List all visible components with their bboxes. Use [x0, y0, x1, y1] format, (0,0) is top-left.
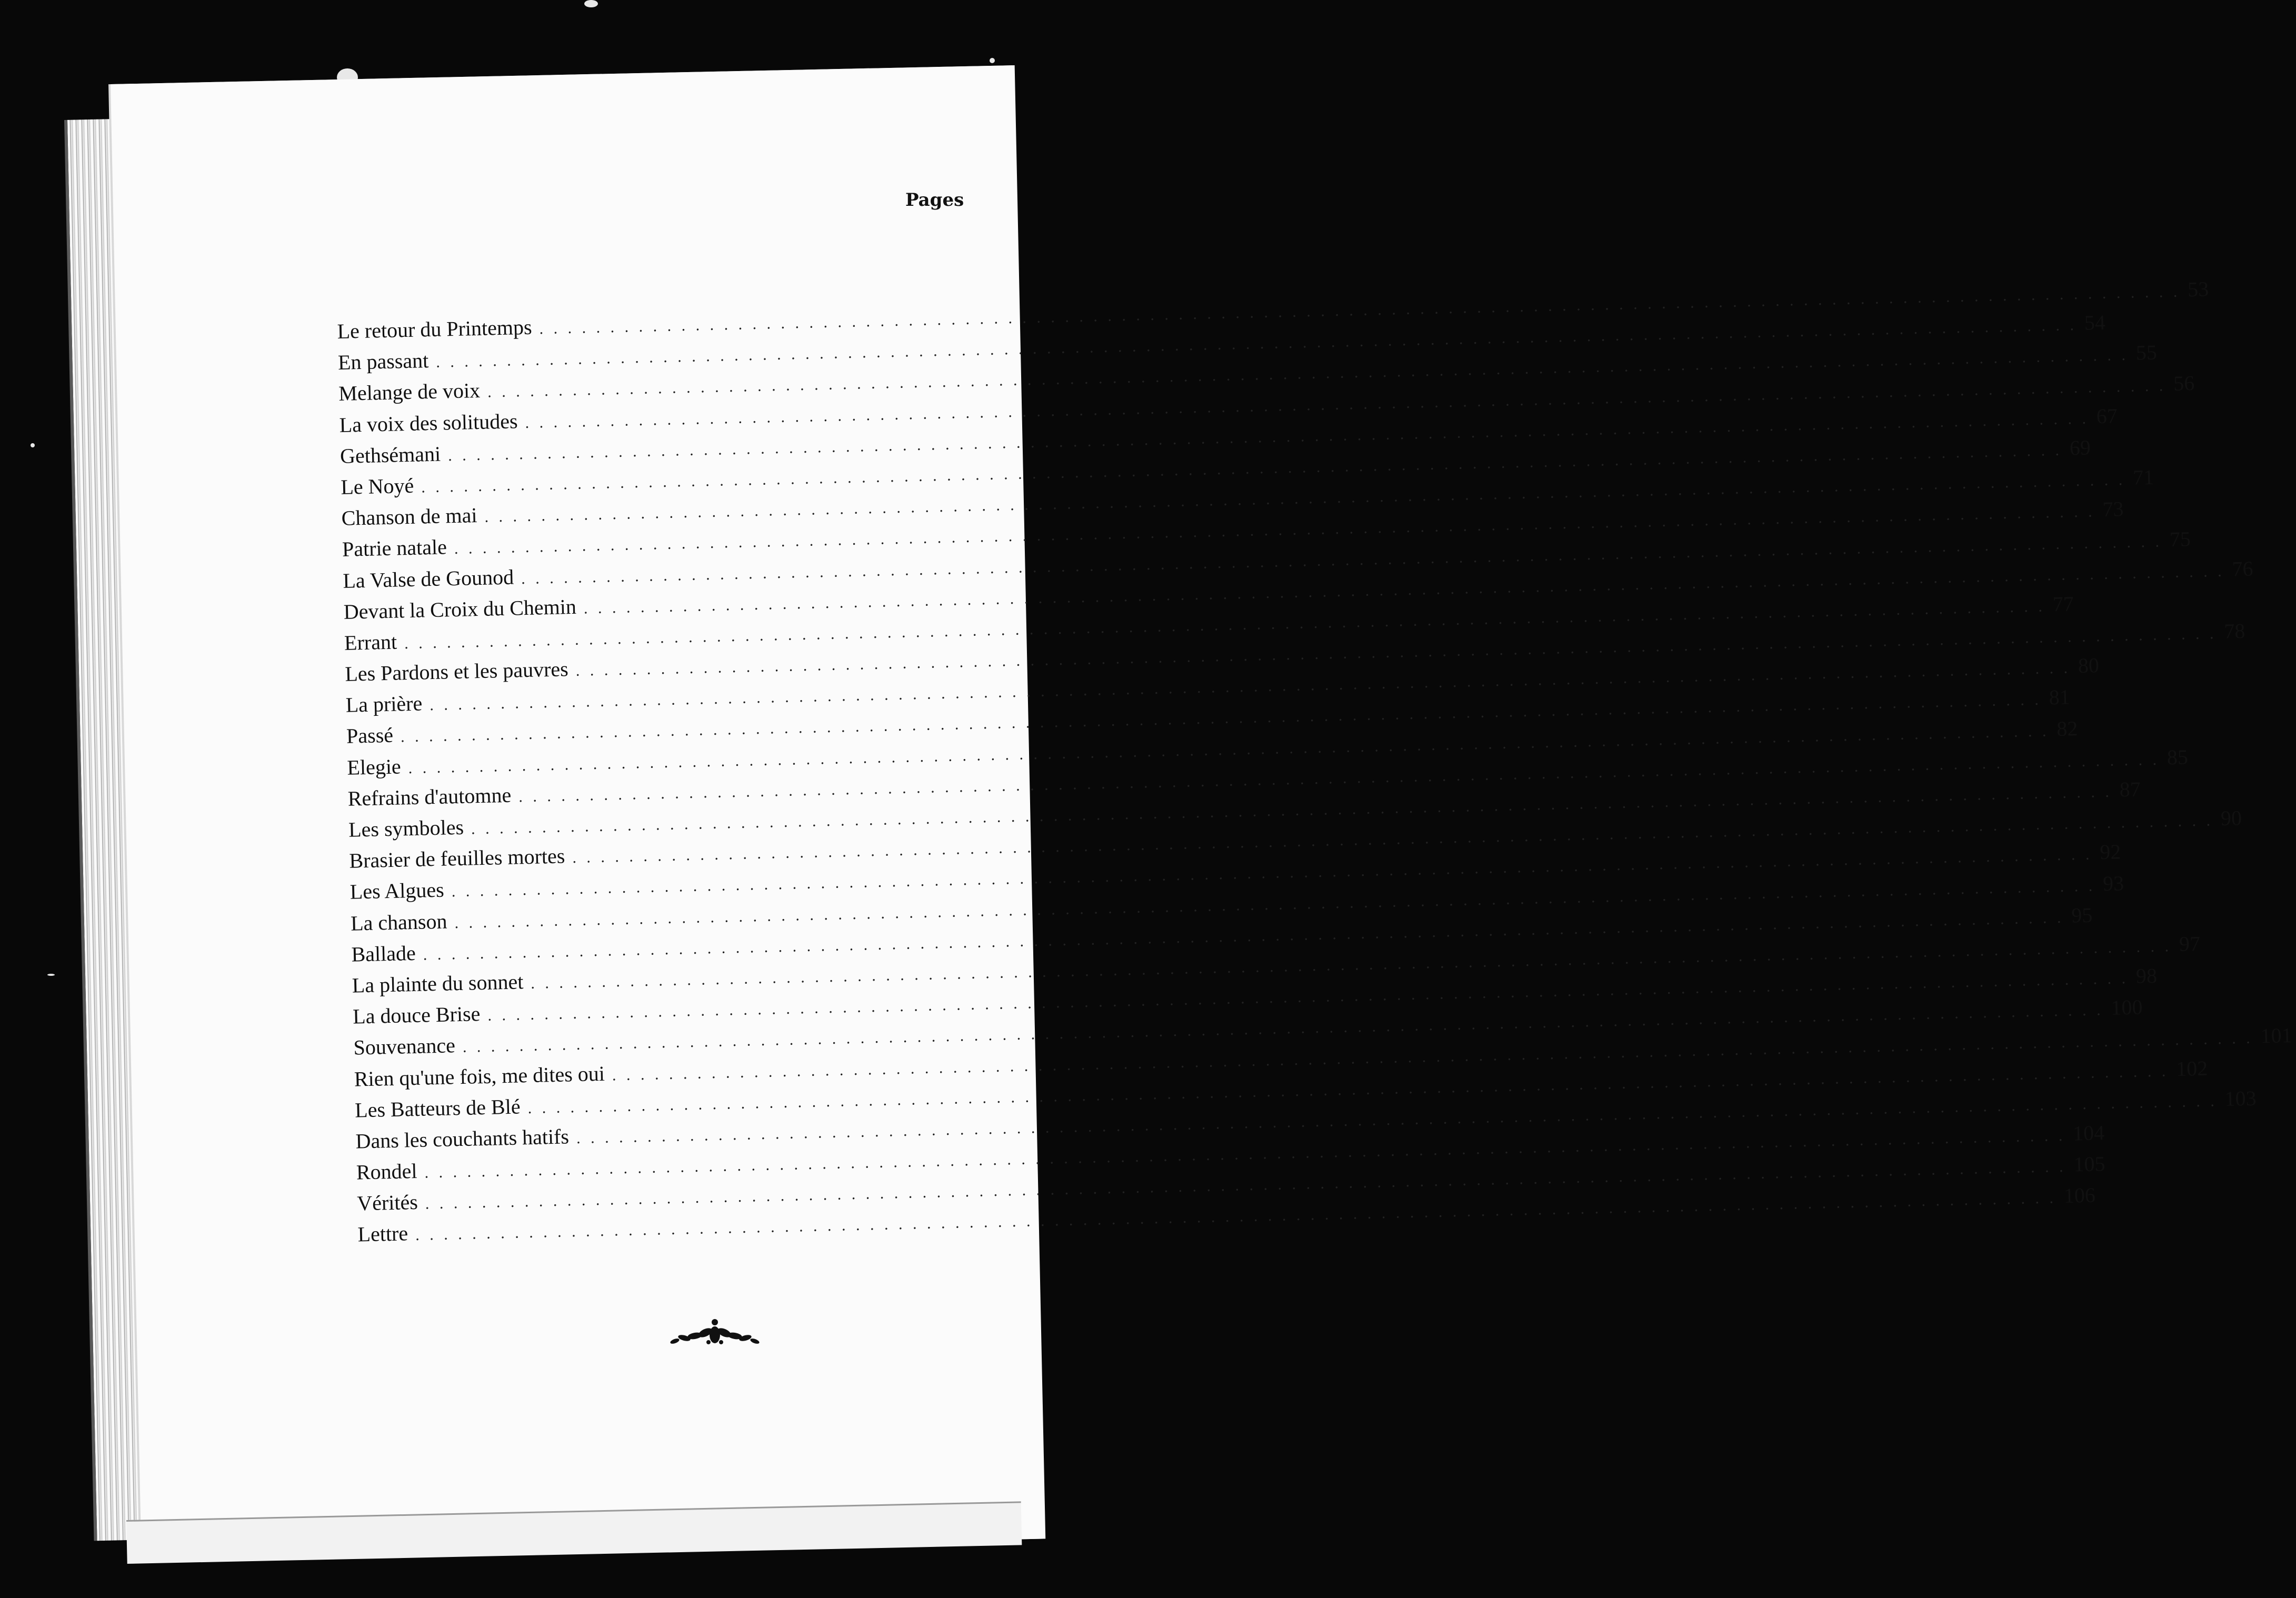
toc-entry-page: 71 [2132, 465, 2154, 490]
toc-entry-page: 80 [2078, 653, 2100, 678]
floral-ornament-icon [667, 1315, 762, 1352]
toc-entry-title: Refrains d'automne [347, 783, 512, 811]
toc-entry-title: En passant [337, 348, 429, 375]
toc-entry-page: 92 [2099, 840, 2121, 864]
toc-entry-page: 82 [2056, 716, 2078, 741]
toc-entry-title: Gethsémani [340, 442, 441, 468]
toc-entry-page: 105 [2073, 1152, 2105, 1176]
pages-column-header: Pages [905, 189, 964, 211]
toc-entry-title: La douce Brise [352, 1002, 481, 1028]
toc-entry-title: Le retour du Printemps [337, 315, 533, 343]
toc-entry-title: Lettre [357, 1221, 408, 1246]
toc-entry-title: Le Noyé [340, 473, 414, 499]
toc-entry-page: 85 [2167, 745, 2189, 770]
toc-entry-title: La plainte du sonnet [352, 970, 524, 997]
toc-entry-title: Les Pardons et les pauvres [344, 657, 569, 686]
toc-entry-page: 106 [2063, 1183, 2096, 1208]
toc-entry-title: Devant la Croix du Chemin [343, 594, 577, 624]
toc-entry-page: 101 [2260, 1023, 2293, 1047]
toc-entry-title: Les Algues [350, 878, 445, 904]
toc-entry-title: La prière [345, 691, 423, 717]
dust-speck [47, 974, 55, 976]
toc-entry-page: 98 [2135, 964, 2158, 988]
toc-entry-title: Ballade [351, 941, 416, 966]
toc-entry-title: La chanson [350, 909, 447, 935]
toc-entry-page: 81 [2049, 685, 2071, 710]
toc-entry-page: 102 [2175, 1056, 2208, 1081]
toc-entry-page: 67 [2096, 404, 2118, 428]
toc-entry-page: 55 [2135, 340, 2158, 365]
toc-entry-title: La voix des solitudes [339, 408, 518, 437]
toc-entry-page: 100 [2110, 995, 2143, 1020]
toc-entry-title: Dans les couchants hatifs [355, 1124, 570, 1153]
toc-entry-page: 53 [2187, 277, 2209, 302]
toc-entry-page: 93 [2102, 871, 2124, 895]
toc-entry-page: 69 [2069, 435, 2091, 460]
dust-speck [990, 58, 995, 63]
toc-entry-title: Souvenance [353, 1033, 456, 1060]
toc-entry-page: 103 [2224, 1086, 2257, 1111]
toc-entry-page: 104 [2072, 1121, 2105, 1145]
toc-entry-page: 90 [2220, 806, 2242, 831]
toc-entry-title: Les symboles [348, 815, 464, 842]
toc-entry-page: 87 [2119, 777, 2141, 802]
toc-entry-page: 78 [2223, 618, 2245, 643]
dust-speck [584, 0, 598, 7]
toc-entry-title: Errant [344, 630, 397, 655]
toc-entry-page: 54 [2084, 310, 2106, 335]
toc-entry-page: 95 [2071, 903, 2093, 927]
toc-entry-title: Patrie natale [342, 535, 447, 562]
toc-entry-title: Elegie [346, 754, 402, 780]
dust-speck [31, 443, 35, 447]
toc-entry-title: Chanson de mai [341, 503, 477, 531]
toc-entry-page: 77 [2052, 592, 2074, 616]
toc-entry-title: Rondel [356, 1159, 417, 1184]
toc-entry-title: Passé [346, 723, 394, 748]
toc-entry-title: Rien qu'une fois, me dites oui [354, 1061, 605, 1091]
table-of-contents [337, 277, 2293, 1251]
toc-entry-title: Melange de voix [338, 378, 481, 406]
toc-entry-page: 73 [2102, 497, 2124, 522]
toc-entry-title: Vérités [356, 1190, 418, 1215]
toc-entry-title: Brasier de feuilles mortes [348, 844, 565, 873]
toc-entry-page: 56 [2173, 371, 2195, 395]
toc-entry-page: 97 [2179, 931, 2201, 956]
toc-entry-page: 75 [2169, 526, 2191, 551]
toc-entry-title: Les Batteurs de Blé [354, 1094, 521, 1122]
toc-entry-page: 76 [2231, 556, 2253, 581]
toc-entry-title: La Valse de Gounod [342, 565, 514, 593]
